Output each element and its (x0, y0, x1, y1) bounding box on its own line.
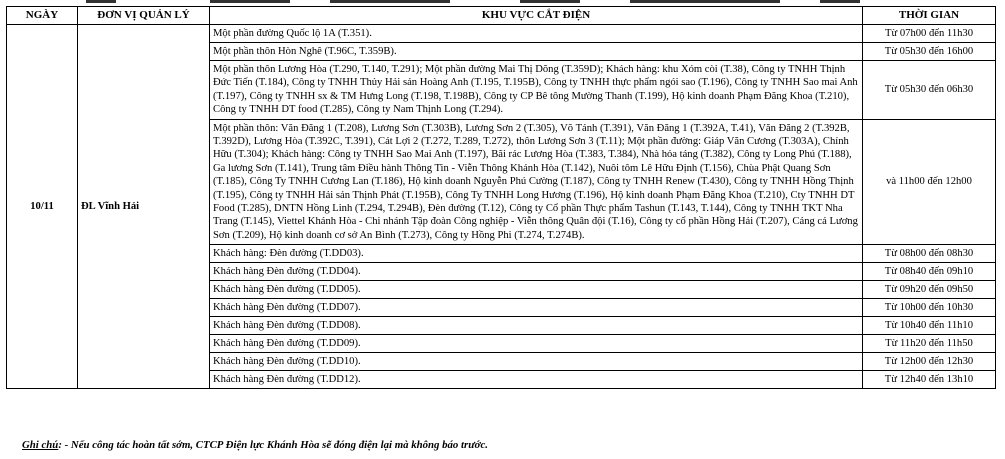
header-time: THỜI GIAN (863, 7, 996, 25)
date-cell: 10/11 (7, 25, 78, 389)
footnote-label: Ghi chú (22, 439, 59, 451)
top-cropped-text (0, 0, 1005, 4)
area-cell: Khách hàng Đèn đường (T.DD05). (210, 281, 863, 299)
time-cell: Từ 10h40 đến 11h10 (863, 317, 996, 335)
time-cell: Từ 12h40 đến 13h10 (863, 371, 996, 389)
area-cell: Một phần thôn Hòn Nghê (T.96C, T.359B). (210, 43, 863, 61)
time-cell: Từ 12h00 đến 12h30 (863, 353, 996, 371)
area-cell: Khách hàng Đèn đường (T.DD08). (210, 317, 863, 335)
area-cell: Khách hàng: Đèn đường (T.DD03). (210, 245, 863, 263)
footnote (22, 439, 488, 451)
area-cell: Khách hàng Đèn đường (T.DD04). (210, 263, 863, 281)
time-cell: Từ 10h00 đến 10h30 (863, 299, 996, 317)
area-cell: Một phần thôn: Văn Đăng 1 (T.208), Lương Sơn (T.303B), Lương Sơn 2 (T.305), Võ Tánh (T.391), Văn Đăng 1 (T.392A, T.41), Văn Đăng 2 (T.392B, T.392D), Lương Hòa (T.392C, T.391), Cát Lợi 2 (T.272, T.289, T.272), thôn Lương Sơn 3 (T.11); Một phần đường: Giáp Văn Cương (T.303A), Chính Hữu (T.304); Khách hàng: Công ty TNHH Sao Mai Anh (T.197), Bãi rác Lương Hòa (T.383, T.384), Nhà hỏa táng (T.382), Công ty Long Phú (T.188), Ga lương Sơn (T.141), Trung tâm Điều hành Thông Tin - Viễn Thông Khánh Hòa (T.142), Nuôi tôm Lê Hữu Định (T.156), Chùa Phật Quang Sơn (T.185), Công Ty TNHH Cương Lan (T.186), Hộ kinh doanh Nguyễn Phú Cường (T.187), Công ty TNHH Renew (T.430), Công ty TNHH Hồng Thịnh (T.195), Công ty TNHH Hải sản Thịnh Phát (T.195B), Công Ty TNHH Long Hương (T.196), Hộ kinh doanh Phạm Đăng Khoa (T.210), Cty TNHH DT Food (T.285), DNTN Hồng Linh (T.294, T.294B), Đèn đường (T.12), Công ty Cổ phần Thực phẩm Tashun (T.143, T.144), Công ty TNHH TKT Nha Trang (T.145), Viettel Khánh Hòa - Chi nhánh Tập đoàn Công nghiệp - Viễn thông Quân đội (T.16), Công ty cổ phần Hồng Hải (T.207), Cảng cá Lương Sơn (T.209), Hộ kinh doanh cơ sở An Bình (T.273), Công ty Hồng Phi (T.274, T.274B). (210, 119, 863, 245)
area-cell: Khách hàng Đèn đường (T.DD09). (210, 335, 863, 353)
table-header-row (7, 7, 996, 25)
table-row (7, 25, 996, 43)
unit-cell: ĐL Vĩnh Hải (78, 25, 210, 389)
time-cell: Từ 11h20 đến 11h50 (863, 335, 996, 353)
header-area: KHU VỰC CẮT ĐIỆN (210, 7, 863, 25)
time-cell: Từ 05h30 đến 16h00 (863, 43, 996, 61)
area-cell: Khách hàng Đèn đường (T.DD07). (210, 299, 863, 317)
time-cell: Từ 08h00 đến 08h30 (863, 245, 996, 263)
footnote-text: : - Nếu công tác hoàn tất sớm, CTCP Điện lực Khánh Hòa sẽ đóng điện lại mà không báo trước. (58, 439, 488, 451)
area-cell: Một phần thôn Lương Hòa (T.290, T.140, T.291); Một phần đường Mai Thị Dõng (T.359D); Khách hàng: khu Xóm còi (T.38), Công ty TNHH Thịnh Đức Tiến (T.184), Công ty TNHH Thủy Hải sản Hoàng Anh (T.195, T.195B), Công ty TNHH thực phẩm ngói sao (T.196), Công ty TNHH Sao mai Anh (T.197), Công ty TNHH sx & TM Hưng Long (T.198, T.198B), Công ty CP Bê tông Mường Thanh (T.199), Hộ kinh doanh Phạm Đăng Khoa (T.210), Công ty TNHH DT food (T.285), Công ty Nam Thịnh Long (T.294). (210, 61, 863, 120)
header-date: NGÀY (7, 7, 78, 25)
header-unit: ĐƠN VỊ QUẢN LÝ (78, 7, 210, 25)
time-cell: Từ 07h00 đến 11h30 (863, 25, 996, 43)
area-cell: Khách hàng Đèn đường (T.DD12). (210, 371, 863, 389)
time-cell: Từ 05h30 đến 06h30 (863, 61, 996, 120)
time-cell: và 11h00 đến 12h00 (863, 119, 996, 245)
area-cell: Một phần đường Quốc lộ 1A (T.351). (210, 25, 863, 43)
time-cell: Từ 08h40 đến 09h10 (863, 263, 996, 281)
outage-schedule-table (6, 6, 996, 389)
time-cell: Từ 09h20 đến 09h50 (863, 281, 996, 299)
area-cell: Khách hàng Đèn đường (T.DD10). (210, 353, 863, 371)
